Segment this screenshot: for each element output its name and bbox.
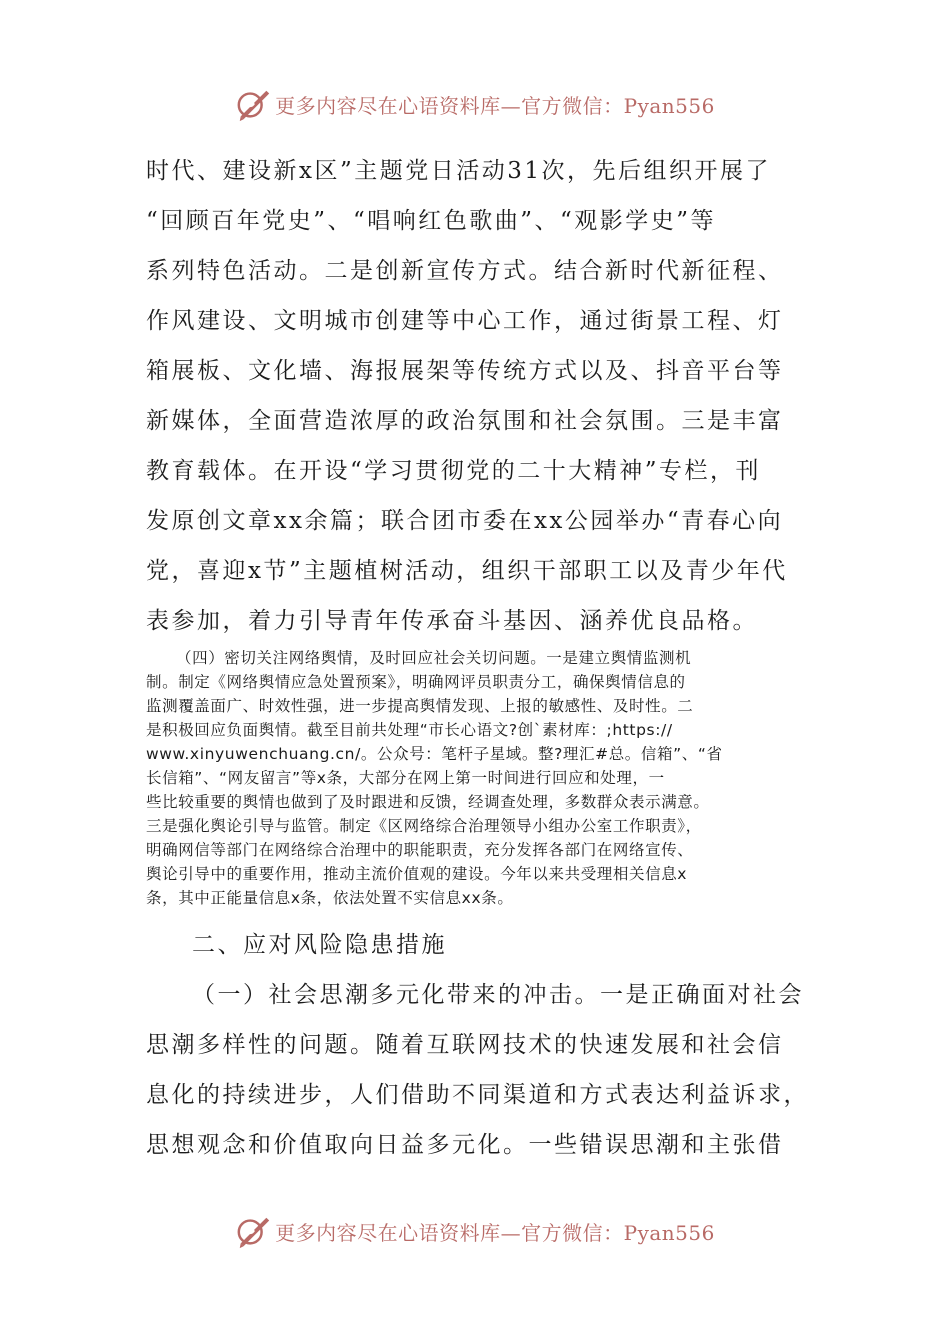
pen-logo-icon [235,1212,273,1250]
small-line: （四）密切关注网络舆情，及时回应社会关切问题。一是建立舆情监测机 [176,649,692,667]
header-watermark [0,84,950,124]
footer-watermark [0,1211,950,1251]
body-line: 教育载体。在开设“学习贯彻党的二十大精神”专栏，刊 [146,458,762,484]
body-line: 表参加，着力引导青年传承奋斗基因、涵养优良品格。 [146,608,758,634]
body-line: 作风建设、文明城市创建等中心工作，通过街景工程、灯 [146,308,784,334]
body-line: 时代、建设新x区”主题党日活动31次，先后组织开展了 [146,158,771,184]
section-line: 思潮多样性的问题。随着互联网技术的快速发展和社会信 [146,1032,784,1058]
pen-logo-icon [235,85,273,123]
body-line: 新媒体，全面营造浓厚的政治氛围和社会氛围。三是丰富 [146,408,784,434]
small-line: 制。制定《网络舆情应急处置预案》，明确网评员职责分工，确保舆情信息的 [146,673,686,691]
small-line: 条，其中正能量信息x条，依法处置不实信息xx条。 [146,889,514,907]
small-line: 舆论引导中的重要作用，推动主流价值观的建设。今年以来共受理相关信息x [146,865,688,883]
section-heading: 二、应对风险隐患措施 [192,932,447,958]
small-line: 三是强化舆论引导与监管。制定《区网络综合治理领导小组办公室工作职责》， [146,817,702,835]
body-line: 党，喜迎x节”主题植树活动，组织干部职工以及青少年代 [146,558,788,584]
section-line: （一）社会思潮多元化带来的冲击。一是正确面对社会 [192,982,804,1008]
small-line: 长信箱”、“网友留言”等x条，大部分在网上第一时间进行回应和处理，一 [146,769,665,787]
body-line: 发原创文章xx余篇；联合团市委在xx公园举办“青春心向 [146,508,784,534]
small-line: 是积极回应负面舆情。截至目前共处理“市长心语文?创`素材库：;https:// [146,721,673,739]
section-line: 思想观念和价值取向日益多元化。一些错误思潮和主张借 [146,1132,784,1158]
small-line: 些比较重要的舆情也做到了及时跟进和反馈，经调查处理，多数群众表示满意。 [146,793,710,811]
section-line: 息化的持续进步，人们借助不同渠道和方式表达利益诉求， [146,1082,809,1108]
small-line: 明确网信等部门在网络综合治理中的职能职责，充分发挥各部门在网络宣传、 [146,841,694,859]
small-line: 监测覆盖面广、时效性强，进一步提高舆情发现、上报的敏感性、及时性。二 [146,697,694,715]
body-line: 箱展板、文化墙、海报展架等传统方式以及、抖音平台等 [146,358,784,384]
small-line: www.xinyuwenchuang.cn/。公众号：笔杆子星域。整?理汇#总。信箱”、“省 [146,745,723,763]
body-line: “回顾百年党史”、“唱响红色歌曲”、“观影学史”等 [146,208,717,234]
watermark-text: 更多内容尽在心语资料库—官方微信：Pyan556 [275,1220,715,1245]
body-line: 系列特色活动。二是创新宣传方式。结合新时代新征程、 [146,258,784,284]
watermark-text: 更多内容尽在心语资料库—官方微信：Pyan556 [275,93,715,118]
